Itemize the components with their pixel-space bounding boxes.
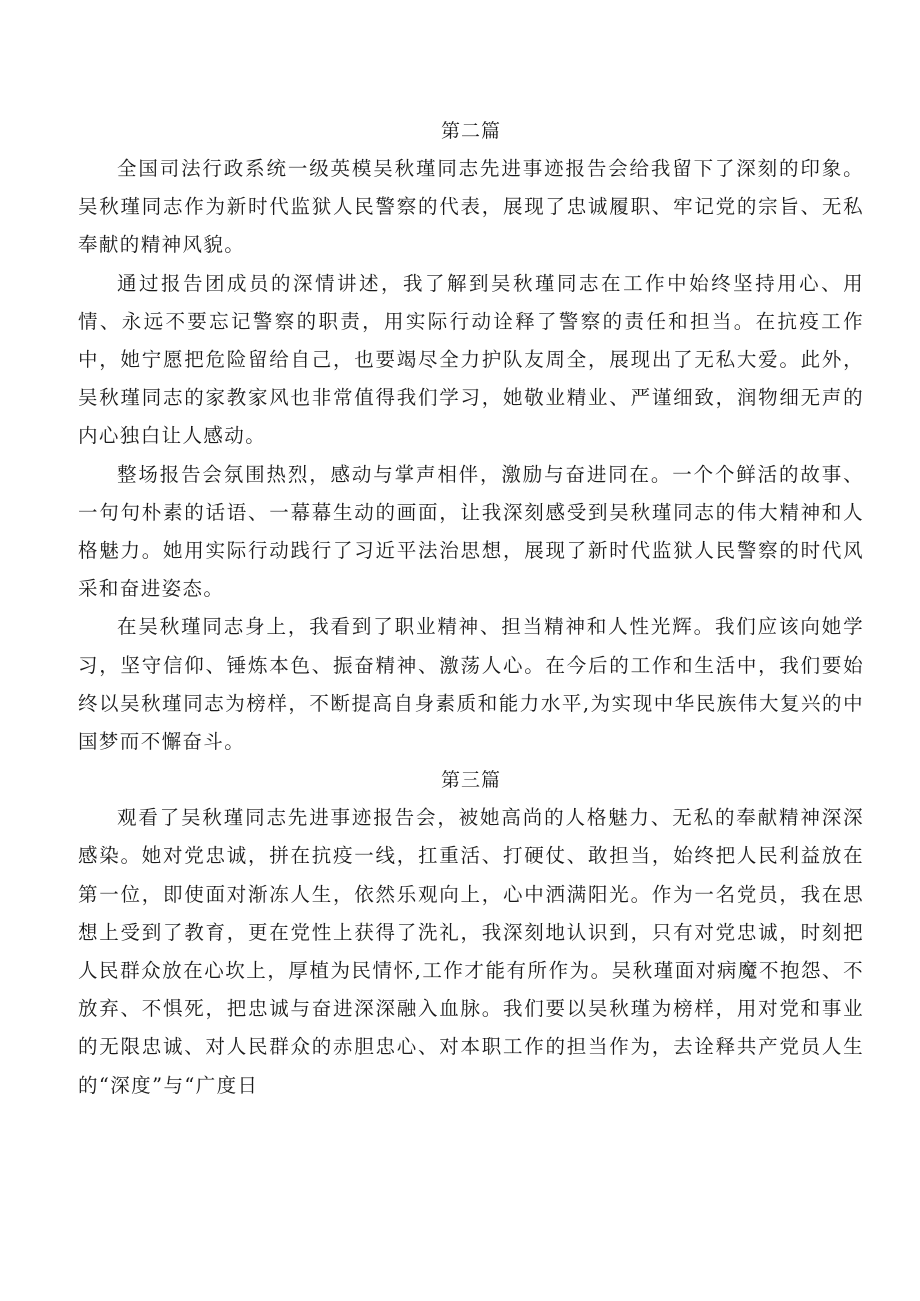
paragraph: 观看了吴秋瑾同志先进事迹报告会，被她高尚的人格魅力、无私的奉献精神深深感染。她对党忠诚，拼在抗疫一线，扛重活、打硬仗、敢担当，始终把人民利益放在第一位，即使面对渐冻人生，依然乐观向上，心中洒满阳光。作为一名党员，我在思想上受到了教育，更在党性上获得了洗礼，我深刻地认识到，只有对党忠诚，时刻把人民群众放在心坎上，厚植为民情怀,工作才能有所作为。吴秋瑾面对病魔不抱怨、不放弃、不惧死，把忠诚与奋进深深融入血脉。我们要以吴秋瑾为榜样，用对党和事业的无限忠诚、对人民群众的赤胆忠心、对本职工作的担当作为，去诠释共产党员人生的“深度”与“广度日 bbox=[78, 806, 864, 1097]
section-heading: 第二篇 bbox=[440, 120, 501, 142]
section-2 bbox=[78, 112, 864, 761]
paragraph: 整场报告会氛围热烈，感动与掌声相伴，激励与奋进同在。一个个鲜活的故事、一句句朴素的话语、一幕幕生动的画面，让我深刻感受到吴秋瑾同志的伟大精神和人格魅力。她用实际行动践行了习近平法治思想，展现了新时代监狱人民警察的时代风采和奋进姿态。 bbox=[78, 462, 864, 601]
section-heading: 第三篇 bbox=[440, 769, 501, 792]
section-3 bbox=[78, 761, 864, 1105]
paragraph: 在吴秋瑾同志身上，我看到了职业精神、担当精神和人性光辉。我们应该向她学习，坚守信仰、锤炼本色、振奋精神、激荡人心。在今后的工作和生活中，我们要始终以吴秋瑾同志为榜样，不断提高自身素质和能力水平,为实现中华民族伟大复兴的中国梦而不懈奋斗。 bbox=[78, 615, 864, 754]
paragraph: 全国司法行政系统一级英模吴秋瑾同志先进事迹报告会给我留下了深刻的印象。吴秋瑾同志作为新时代监狱人民警察的代表，展现了忠诚履职、牢记党的宗旨、无私奉献的精神风貌。 bbox=[78, 157, 864, 257]
document-page bbox=[78, 112, 864, 1105]
paragraph: 通过报告团成员的深情讲述，我了解到吴秋瑾同志在工作中始终坚持用心、用情、永远不要忘记警察的职责，用实际行动诠释了警察的责任和担当。在抗疫工作中，她宁愿把危险留给自己，也要竭尽全力护队友周全，展现出了无私大爱。此外，吴秋瑾同志的家教家风也非常值得我们学习，她敬业精业、严谨细致，润物细无声的内心独白让人感动。 bbox=[78, 271, 864, 448]
